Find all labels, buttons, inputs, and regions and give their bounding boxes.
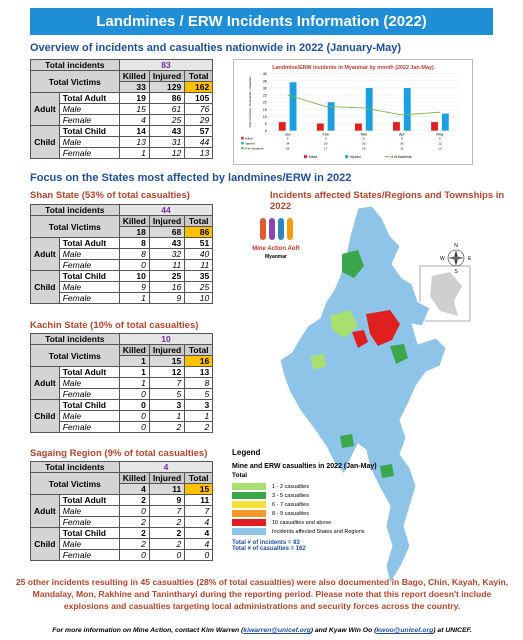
child-male-total: 44 — [185, 137, 213, 148]
legend-total-casualties: Total # of casualties = 162 — [232, 546, 306, 552]
contact-pre: For more information on Mine Action, contact Kim Warren ( — [52, 627, 244, 634]
adult-female-killed: 2 — [119, 517, 149, 528]
chart-bar-injured — [290, 82, 297, 130]
label-total-incidents: Total incidents — [31, 205, 120, 216]
label-total-child: Total Child — [59, 528, 119, 539]
map-legend — [232, 448, 402, 552]
compass-s: S — [454, 269, 458, 275]
label-total-child: Total Child — [59, 271, 119, 282]
child-female-total: 0 — [185, 550, 213, 561]
chart-category-label: Mar — [360, 132, 367, 137]
header-killed: Killed — [119, 71, 149, 82]
total-adult-injured: 43 — [149, 238, 184, 249]
victims-injured: 68 — [149, 227, 184, 238]
chart-table-value: 30 — [362, 141, 366, 146]
chart-ytick: 25 — [262, 93, 267, 98]
total-adult-total: 11 — [185, 495, 213, 506]
child-male-injured: 16 — [149, 282, 184, 293]
adult-male-total: 7 — [185, 506, 213, 517]
chart-ytick: 0 — [264, 129, 267, 134]
legend-swatch — [232, 483, 266, 490]
label-adult: Adult — [31, 238, 60, 271]
chart-table-value: 12 — [438, 141, 442, 146]
child-female-killed: 0 — [119, 550, 149, 561]
child-female-total: 10 — [185, 293, 213, 304]
header-injured: Injured — [149, 216, 184, 227]
label-child-female: Female — [59, 148, 119, 159]
header-total: Total — [185, 345, 213, 356]
adult-male-total: 76 — [185, 104, 213, 115]
label-total-adult: Total Adult — [59, 495, 119, 506]
chart-category-label: Feb — [322, 132, 329, 137]
chart-table-value: 6 — [400, 136, 403, 141]
child-female-total: 2 — [185, 422, 213, 433]
chart-ytick: 10 — [262, 114, 267, 119]
child-male-killed: 0 — [119, 411, 149, 422]
sagaing-heading: Sagaing Region (9% of total casualties) — [30, 448, 208, 459]
chart-ytick: 5 — [264, 122, 267, 126]
chart-table-value: 30 — [400, 141, 404, 146]
label-total-incidents: Total incidents — [31, 60, 120, 71]
header-injured: Injured — [149, 345, 184, 356]
chart-table-value: 17 — [323, 146, 328, 151]
chart-title: Landmine/ERW Incidents in Myanmar by month (2022 Jan-May) — [272, 64, 434, 71]
label-total-incidents: Total incidents — [31, 334, 120, 345]
legend-swatch — [232, 492, 266, 499]
total-adult-killed: 2 — [119, 495, 149, 506]
map-green-region-3 — [340, 434, 354, 448]
total-adult-injured: 9 — [149, 495, 184, 506]
legend-subtitle: Mine and ERW casualties in 2022 (Jan-May) — [232, 463, 377, 470]
legend-item — [232, 482, 402, 491]
chart-table-value: 34 — [285, 141, 290, 146]
total-child-injured: 2 — [149, 528, 184, 539]
chart-legend-label: # of incidents — [391, 155, 412, 160]
adult-female-total: 4 — [185, 517, 213, 528]
child-female-killed: 1 — [119, 148, 149, 159]
adult-female-injured: 25 — [149, 115, 184, 126]
adult-female-killed: 0 — [119, 260, 149, 271]
chart-table-swatch — [241, 142, 243, 144]
footer-note: 25 other incidents resulting in 45 casualties (28% of total casualties) were also documented in Bago, Chin, Kayah, Kayin, Mandalay, Mon, Rakhine and Tanintharyi during the reporting period. Please note that this report doesn't include explosions and casualties targeting local administrations and security forces across the country. — [15, 577, 509, 611]
adult-male-injured: 7 — [149, 506, 184, 517]
header-total: Total — [185, 473, 213, 484]
victims-total: 86 — [185, 227, 213, 238]
chart-ylabel: Total of number of incidents / casualties — [247, 76, 252, 128]
victims-killed: 33 — [119, 82, 149, 93]
total-child-total: 57 — [185, 126, 213, 137]
total-child-killed: 14 — [119, 126, 149, 137]
legend-total-incidents: Total # of incidents = 83 — [232, 540, 300, 546]
victims-total: 15 — [185, 484, 213, 495]
header-injured: Injured — [149, 71, 184, 82]
shan-heading: Shan State (53% of total casualties) — [30, 190, 190, 201]
header-killed: Killed — [119, 216, 149, 227]
child-male-injured: 31 — [149, 137, 184, 148]
incident-count: 44 — [119, 205, 213, 216]
child-male-killed: 9 — [119, 282, 149, 293]
chart-ytick: 40 — [262, 72, 267, 77]
label-adult-female: Female — [59, 517, 119, 528]
victims-injured: 129 — [149, 82, 184, 93]
label-adult-female: Female — [59, 115, 119, 126]
logo-subtext: Myanmar — [265, 254, 287, 260]
chart-ytick: 30 — [262, 86, 267, 91]
label-total-adult: Total Adult — [59, 238, 119, 249]
adult-female-injured: 5 — [149, 389, 184, 400]
legend-label: 8 - 9 casualties — [272, 510, 309, 517]
label-adult: Adult — [31, 495, 60, 528]
chart-table-rowname: # of incidents — [245, 146, 264, 151]
victims-total: 162 — [185, 82, 213, 93]
adult-male-killed: 0 — [119, 506, 149, 517]
child-male-killed: 13 — [119, 137, 149, 148]
chart-legend-label: Injured — [350, 155, 361, 160]
chart-bar-injured — [404, 88, 411, 131]
header-killed: Killed — [119, 473, 149, 484]
adult-female-total: 29 — [185, 115, 213, 126]
total-child-total: 4 — [185, 528, 213, 539]
contact-line — [14, 627, 510, 634]
label-adult-male: Male — [59, 249, 119, 260]
chart-table-value: 5 — [324, 136, 327, 141]
chart-legend-swatch — [345, 155, 348, 158]
label-total-victims: Total Victims — [31, 345, 120, 367]
chart-line-incidents — [288, 95, 440, 115]
compass-e: E — [468, 256, 472, 262]
header-injured: Injured — [149, 473, 184, 484]
chart-table-swatch — [241, 137, 243, 139]
victims-killed: 1 — [119, 356, 149, 367]
compass-w: W — [440, 256, 445, 262]
total-adult-killed: 8 — [119, 238, 149, 249]
map-heading: Incidents affected States/Regions and Townships in 2022 — [270, 190, 505, 212]
total-child-total: 3 — [185, 400, 213, 411]
total-child-killed: 2 — [119, 528, 149, 539]
stats-table-3 — [30, 461, 213, 561]
chart-ytick: 20 — [262, 100, 267, 105]
legend-title: Legend — [232, 448, 261, 457]
victims-injured: 15 — [149, 356, 184, 367]
chart-ytick: 15 — [262, 107, 267, 112]
label-child-female: Female — [59, 293, 119, 304]
chart-table-swatch — [241, 147, 243, 149]
legend-swatch — [232, 510, 266, 517]
label-child: Child — [31, 126, 60, 159]
header-killed: Killed — [119, 345, 149, 356]
label-child-male: Male — [59, 282, 119, 293]
label-adult-female: Female — [59, 260, 119, 271]
total-adult-injured: 12 — [149, 367, 184, 378]
total-adult-injured: 86 — [149, 93, 184, 104]
chart-category-label: Apr — [398, 132, 405, 137]
legend-label: 1 - 2 casualties — [272, 483, 309, 490]
child-female-total: 13 — [185, 148, 213, 159]
incident-count: 4 — [119, 462, 213, 473]
label-total-adult: Total Adult — [59, 367, 119, 378]
victims-killed: 18 — [119, 227, 149, 238]
label-adult-male: Male — [59, 378, 119, 389]
child-male-total: 4 — [185, 539, 213, 550]
chart-table-value: 6 — [439, 136, 441, 141]
total-adult-killed: 19 — [119, 93, 149, 104]
chart-table-rowname: Killed — [245, 136, 253, 141]
adult-male-killed: 15 — [119, 104, 149, 115]
chart-table-value: 6 — [286, 136, 289, 141]
label-child-female: Female — [59, 550, 119, 561]
legend-item — [232, 527, 402, 536]
label-child-male: Male — [59, 137, 119, 148]
legend-swatch — [232, 528, 266, 535]
chart-table-value: 16 — [362, 146, 366, 151]
total-adult-total: 105 — [185, 93, 213, 104]
contact-mid: ) and Kyaw Win Oo ( — [310, 627, 377, 634]
chart-table-rowname: Injured — [245, 141, 255, 146]
adult-male-injured: 61 — [149, 104, 184, 115]
child-male-total: 1 — [185, 411, 213, 422]
chart-table-value: 20 — [323, 141, 328, 146]
label-total-child: Total Child — [59, 126, 119, 137]
adult-male-total: 8 — [185, 378, 213, 389]
legend-label: 10 casualties and above — [272, 519, 332, 526]
chart-bar-killed — [317, 124, 324, 131]
child-female-killed: 1 — [119, 293, 149, 304]
mine-action-logo — [252, 218, 300, 260]
label-adult: Adult — [31, 367, 60, 400]
legend-swatch — [232, 519, 266, 526]
label-adult-male: Male — [59, 506, 119, 517]
label-adult-male: Male — [59, 104, 119, 115]
chart-bar-killed — [355, 124, 362, 131]
child-male-injured: 2 — [149, 539, 184, 550]
label-child-female: Female — [59, 422, 119, 433]
label-child: Child — [31, 528, 60, 561]
label-total-victims: Total Victims — [31, 71, 120, 93]
chart-category-label: May — [436, 132, 444, 137]
chart-ytick: 35 — [262, 79, 267, 84]
legend-label: 6 - 7 casualties — [272, 501, 309, 508]
child-female-injured: 0 — [149, 550, 184, 561]
chart-bar-killed — [393, 122, 400, 131]
victims-injured: 11 — [149, 484, 184, 495]
label-child: Child — [31, 400, 60, 433]
label-adult-female: Female — [59, 389, 119, 400]
header-total: Total — [185, 71, 213, 82]
logo-text: Mine Action AoR — [252, 246, 300, 252]
child-female-injured: 2 — [149, 422, 184, 433]
label-total-child: Total Child — [59, 400, 119, 411]
stats-table-0 — [30, 59, 213, 159]
legend-swatch — [232, 501, 266, 508]
compass-n: N — [454, 243, 458, 249]
label-child-male: Male — [59, 539, 119, 550]
total-child-total: 35 — [185, 271, 213, 282]
label-total-victims: Total Victims — [31, 473, 120, 495]
adult-male-killed: 8 — [119, 249, 149, 260]
legend-total-label: Total — [232, 472, 248, 479]
stats-table-2 — [30, 333, 213, 433]
adult-male-injured: 32 — [149, 249, 184, 260]
child-male-killed: 2 — [119, 539, 149, 550]
chart-table-value: 11 — [400, 146, 404, 151]
label-child: Child — [31, 271, 60, 304]
label-child-male: Male — [59, 411, 119, 422]
total-child-injured: 3 — [149, 400, 184, 411]
chart-bar-killed — [431, 122, 438, 131]
chart-table-value: 13 — [438, 146, 442, 151]
adult-female-total: 11 — [185, 260, 213, 271]
chart-bar-killed — [279, 122, 286, 131]
chart-table-value: 25 — [285, 146, 290, 151]
chart-legend-swatch — [304, 155, 307, 158]
label-adult: Adult — [31, 93, 60, 126]
adult-female-injured: 11 — [149, 260, 184, 271]
focus-heading: Focus on the States most affected by landmines/ERW in 2022 — [30, 172, 352, 184]
chart-table-value: 5 — [362, 136, 365, 141]
incident-count: 10 — [119, 334, 213, 345]
total-child-killed: 10 — [119, 271, 149, 282]
adult-female-injured: 2 — [149, 517, 184, 528]
child-female-injured: 12 — [149, 148, 184, 159]
chart-bar-injured — [442, 114, 449, 131]
adult-female-killed: 0 — [119, 389, 149, 400]
monthly-incidents-chart — [233, 59, 473, 165]
legend-item — [232, 500, 402, 509]
adult-male-total: 40 — [185, 249, 213, 260]
contact-post: ) at UNICEF. — [433, 627, 472, 634]
legend-item — [232, 518, 402, 527]
total-adult-total: 13 — [185, 367, 213, 378]
incident-count: 83 — [119, 60, 213, 71]
victims-total: 16 — [185, 356, 213, 367]
total-child-injured: 25 — [149, 271, 184, 282]
label-total-victims: Total Victims — [31, 216, 120, 238]
legend-label: 3 - 5 casualties — [272, 492, 309, 499]
adult-female-total: 5 — [185, 389, 213, 400]
child-male-total: 25 — [185, 282, 213, 293]
stats-table-1 — [30, 204, 213, 304]
legend-label: Incidents affected States and Regions — [272, 528, 365, 535]
email-warren[interactable]: kiwarren@unicef.org — [243, 627, 311, 634]
child-female-killed: 0 — [119, 422, 149, 433]
child-male-injured: 1 — [149, 411, 184, 422]
adult-female-killed: 4 — [119, 115, 149, 126]
total-child-injured: 43 — [149, 126, 184, 137]
chart-legend-label: Killed — [308, 155, 318, 160]
total-child-killed: 0 — [119, 400, 149, 411]
overview-heading: Overview of incidents and casualties nationwide in 2022 (January-May) — [30, 42, 402, 54]
label-total-adult: Total Adult — [59, 93, 119, 104]
child-female-injured: 9 — [149, 293, 184, 304]
header-total: Total — [185, 216, 213, 227]
adult-male-killed: 1 — [119, 378, 149, 389]
page-title: Landmines / ERW Incidents Information (2022) — [30, 8, 493, 35]
total-adult-killed: 1 — [119, 367, 149, 378]
total-adult-total: 51 — [185, 238, 213, 249]
legend-item — [232, 491, 402, 500]
label-total-incidents: Total incidents — [31, 462, 120, 473]
adult-male-injured: 7 — [149, 378, 184, 389]
legend-item — [232, 509, 402, 518]
kachin-heading: Kachin State (10% of total casualties) — [30, 320, 199, 331]
chart-category-label: Jan — [284, 132, 291, 137]
victims-killed: 4 — [119, 484, 149, 495]
email-winoo[interactable]: kwoo@unicef.org — [376, 627, 434, 634]
